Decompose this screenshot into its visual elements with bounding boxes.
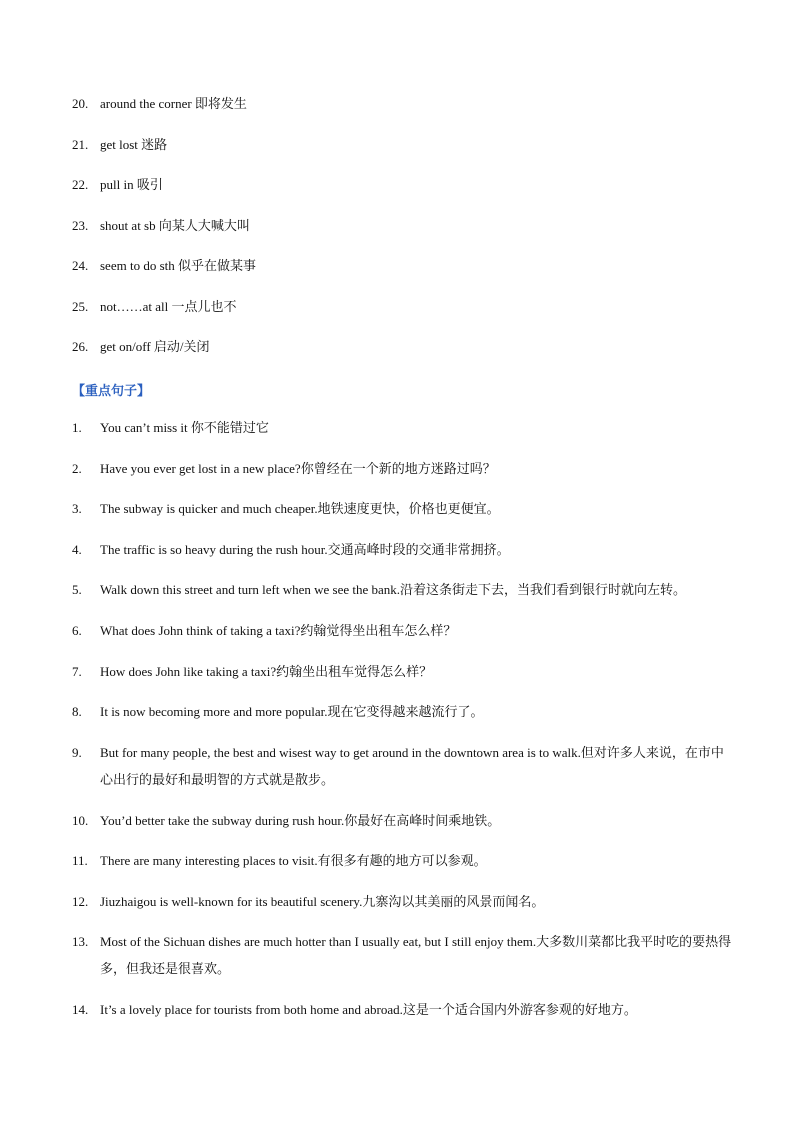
phrase-item [72,333,732,360]
item-number: 26. [72,339,89,354]
sentence-item [72,739,732,793]
item-text: Most of the Sichuan dishes are much hotter than I usually eat, but I still enjoy them.大多数川菜都比我平时吃的要热得多，但我还是很喜欢。 [100,934,732,976]
item-text: Jiuzhaigou is well-known for its beautiful scenery.九寨沟以其美丽的风景而闻名。 [100,894,545,909]
item-text: pull in 吸引 [100,177,163,192]
item-text: shout at sb 向某人大喊大叫 [100,218,250,233]
item-number: 7. [72,664,82,679]
item-text: The traffic is so heavy during the rush hour.交通高峰时段的交通非常拥挤。 [100,542,510,557]
sentence-item [72,928,732,982]
item-number: 23. [72,218,89,233]
item-text: Have you ever get lost in a new place?你曾经在一个新的地方迷路过吗？ [100,461,496,476]
item-text: around the corner 即将发生 [100,96,247,111]
item-number: 2. [72,461,82,476]
item-number: 11. [72,853,88,868]
phrase-item [72,90,732,117]
phrase-item [72,212,732,239]
sentence-item [72,807,732,834]
item-text: The subway is quicker and much cheaper.地铁速度更快，价格也更便宜。 [100,501,500,516]
phrase-item [72,171,732,198]
item-text: What does John think of taking a taxi?约翰觉得坐出租车怎么样？ [100,623,457,638]
item-number: 1. [72,420,82,435]
sentence-item [72,617,732,644]
item-text: You’d better take the subway during rush hour.你最好在高峰时间乘地铁。 [100,813,501,828]
item-text: seem to do sth 似乎在做某事 [100,258,256,273]
item-number: 5. [72,582,82,597]
item-number: 14. [72,1002,89,1017]
sentence-item [72,495,732,522]
sentence-item [72,536,732,563]
item-number: 12. [72,894,89,909]
item-number: 13. [72,934,89,949]
section-heading: 【重点句子】 [72,384,151,399]
item-number: 25. [72,299,89,314]
item-number: 22. [72,177,89,192]
item-text: You can’t miss it 你不能错过它 [100,420,269,435]
item-text: Walk down this street and turn left when we see the bank.沿着这条街走下去，当我们看到银行时就向左转。 [100,582,687,597]
item-text: It’s a lovely place for tourists from both home and abroad.这是一个适合国内外游客参观的好地方。 [100,1002,637,1017]
sentence-item [72,576,732,603]
sentence-item [72,414,732,441]
sentence-item [72,847,732,874]
item-text: It is now becoming more and more popular.现在它变得越来越流行了。 [100,704,484,719]
item-number: 24. [72,258,89,273]
item-number: 8. [72,704,82,719]
item-text: get lost 迷路 [100,137,168,152]
item-text: There are many interesting places to visit.有很多有趣的地方可以参观。 [100,853,487,868]
sentence-item [72,996,732,1023]
item-number: 10. [72,813,89,828]
item-text: not……at all 一点儿也不 [100,299,237,314]
item-number: 21. [72,137,89,152]
item-number: 20. [72,96,89,111]
item-number: 6. [72,623,82,638]
phrase-item [72,252,732,279]
item-text: get on/off 启动/关闭 [100,339,210,354]
sentence-item [72,658,732,685]
phrase-item [72,131,732,158]
item-number: 9. [72,745,82,760]
item-text: How does John like taking a taxi?约翰坐出租车觉得怎么样？ [100,664,433,679]
item-text: But for many people, the best and wisest way to get around in the downtown area is to walk.但对许多人来说，在市中心出行的最好和最明智的方式就是散步。 [100,745,724,787]
sentence-item [72,698,732,725]
sentence-item [72,455,732,482]
sentence-item [72,888,732,915]
phrase-item [72,293,732,320]
item-number: 3. [72,501,82,516]
item-number: 4. [72,542,82,557]
